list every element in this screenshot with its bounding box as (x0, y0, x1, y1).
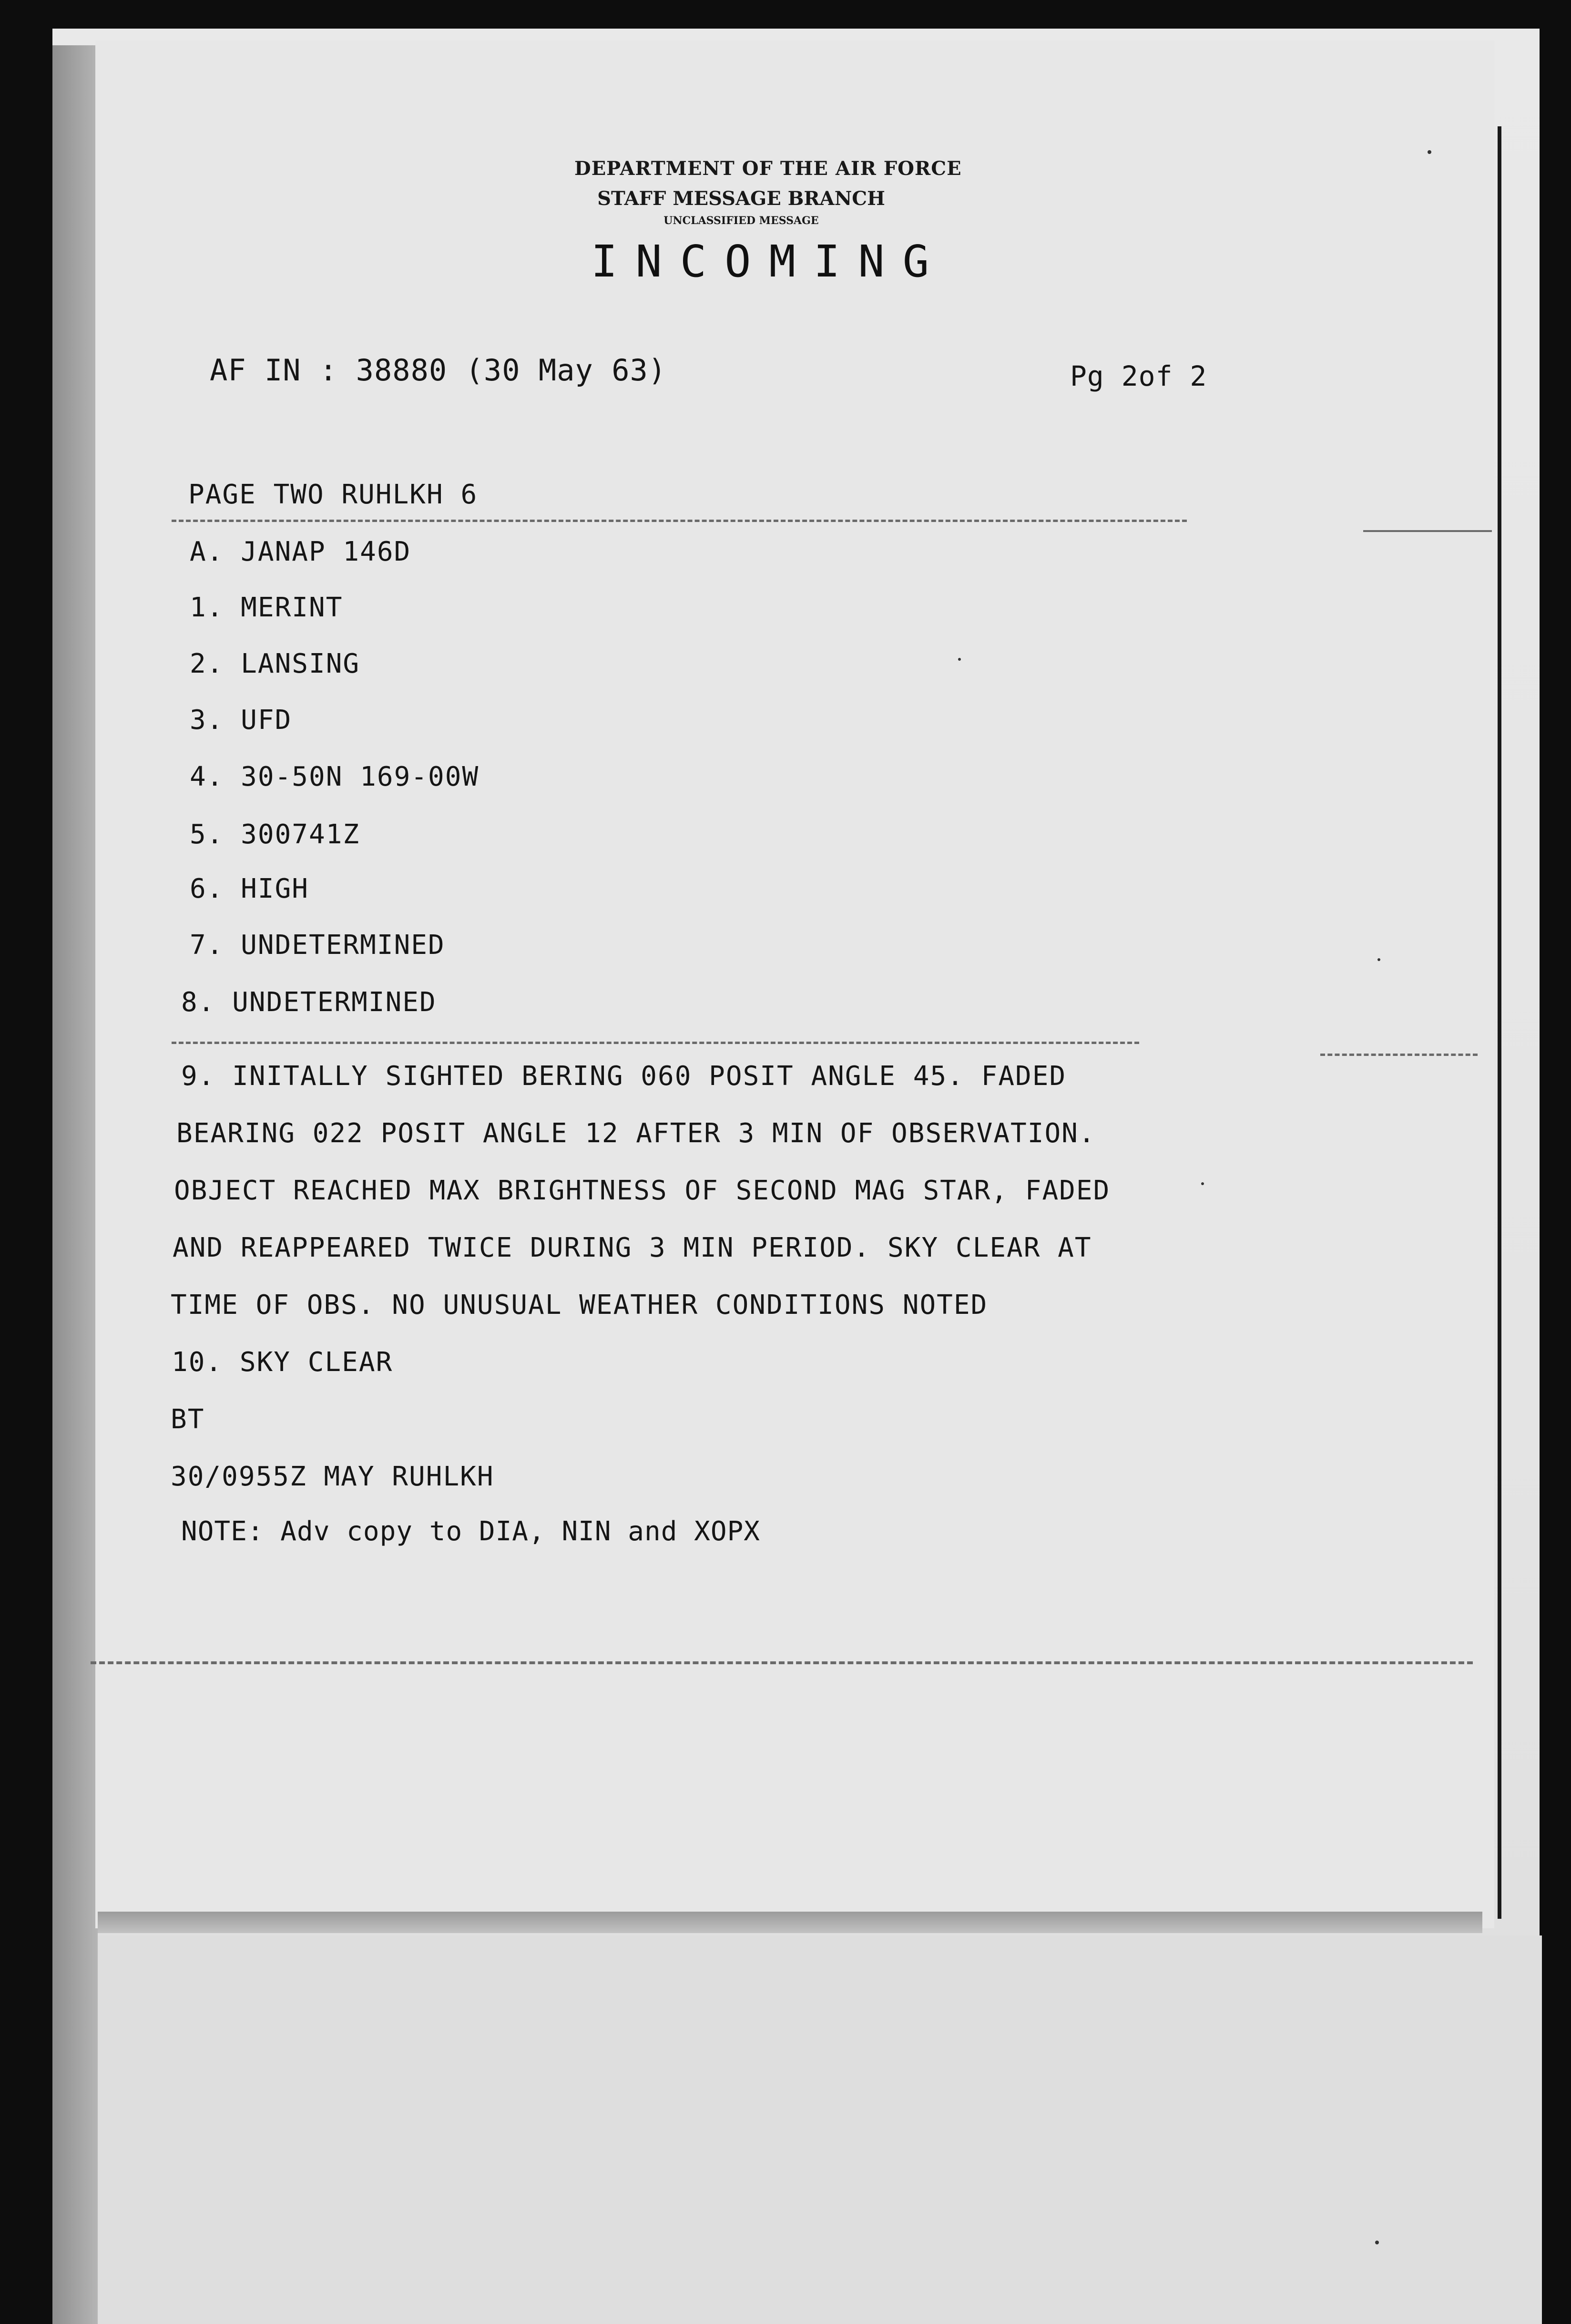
item-7: 7. UNDETERMINED (190, 930, 445, 961)
item-4: 4. 30-50N 169-00W (190, 761, 479, 792)
para9-line-1: 9. INITALLY SIGHTED BERING 060 POSIT ANGLE 45. FADED (181, 1061, 1067, 1092)
para9-line-3: OBJECT REACHED MAX BRIGHTNESS OF SECOND MAG STAR, FADED (174, 1175, 1111, 1206)
date-time-group: 30/0955Z MAY RUHLKH (171, 1461, 494, 1492)
department-heading: DEPARTMENT OF THE AIR FORCE (574, 157, 962, 180)
page-indicator: Pg 2of 2 (1070, 360, 1207, 392)
speck (1377, 958, 1380, 961)
item-5: 5. 300741Z (190, 819, 360, 850)
classification-heading: UNCLASSIFIED MESSAGE (663, 215, 819, 227)
item-8: 8. UNDETERMINED (181, 987, 437, 1018)
left-edge-shadow (52, 45, 98, 2324)
lower-paper-area (98, 1935, 1542, 2324)
speck (1428, 150, 1431, 154)
page-line: PAGE TWO RUHLKH 6 (188, 479, 478, 510)
para9-line-5: TIME OF OBS. NO UNUSUAL WEATHER CONDITIONS NOTED (171, 1290, 988, 1321)
separator-mid-right (1320, 1054, 1478, 1056)
sheet-bottom-shadow (98, 1912, 1482, 1933)
af-in-reference: AF IN : 38880 (30 May 63) (210, 353, 667, 388)
branch-heading: STAFF MESSAGE BRANCH (597, 187, 885, 210)
separator-bottom (91, 1661, 1473, 1664)
separator-mid (172, 1042, 1139, 1044)
item-a: A. JANAP 146D (190, 536, 411, 567)
item-2: 2. LANSING (190, 648, 360, 679)
distribution-note: NOTE: Adv copy to DIA, NIN and XOPX (181, 1516, 761, 1547)
right-edge-rule (1498, 126, 1501, 1919)
bt-marker: BT (171, 1404, 205, 1435)
item-10: 10. SKY CLEAR (172, 1347, 393, 1378)
item-6: 6. HIGH (190, 873, 309, 904)
item-3: 3. UFD (190, 705, 292, 736)
para9-line-4: AND REAPPEARED TWICE DURING 3 MIN PERIOD. SKY CLEAR AT (173, 1232, 1092, 1263)
para9-line-2: BEARING 022 POSIT ANGLE 12 AFTER 3 MIN OF OBSERVATION. (176, 1118, 1096, 1149)
speck (1375, 2241, 1379, 2244)
separator-top-right (1363, 530, 1492, 532)
speck (958, 658, 961, 661)
separator-top (172, 520, 1187, 522)
item-1: 1. MERINT (190, 592, 343, 623)
speck (1201, 1182, 1204, 1185)
message-sheet (95, 41, 1494, 1928)
incoming-title: INCOMING (591, 236, 948, 287)
